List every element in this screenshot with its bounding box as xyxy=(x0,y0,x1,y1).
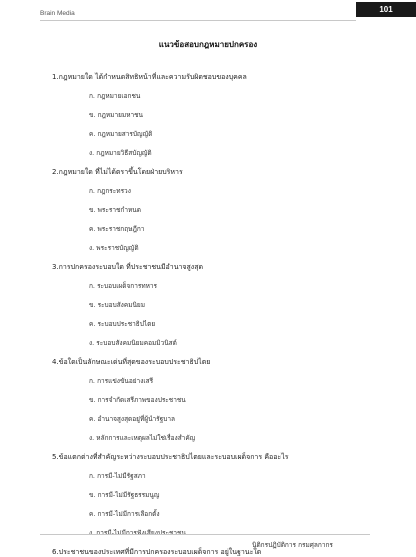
question-3-option-c: ค. ระบอบประชาธิปไตย xyxy=(89,320,156,328)
question-1-option-a: ก. กฎหมายเอกชน xyxy=(89,92,141,100)
question-4-option-a: ก. การแข่งขันอย่างเสรี xyxy=(89,377,154,385)
page-number: 101 xyxy=(356,2,416,17)
question-2: 2.กฎหมายใด ที่ไม่ได้ตราขึ้นโดยฝ่ายบริหาร xyxy=(52,168,183,176)
question-5-option-a: ก. การมี-ไม่มีรัฐสภา xyxy=(89,472,146,480)
question-1-option-c: ค. กฎหมายสารบัญญัติ xyxy=(89,130,153,138)
question-5: 5.ข้อแตกต่างที่สำคัญระหว่างระบอบประชาธิปไตยและระบอบเผด็จการ คืออะไร xyxy=(52,453,289,461)
question-1: 1.กฎหมายใด ได้กำหนดสิทธิหน้าที่และความรับผิดชอบของบุคคล xyxy=(52,73,247,81)
footer-divider xyxy=(40,534,370,535)
question-6: 6.ประชาชนของประเทศที่มีการปกครองระบอบเผด็จการ อยู่ในฐานะใด xyxy=(52,548,262,556)
question-4-option-d: ง. หลักการและเหตุผลไม่ใช่เรื่องสำคัญ xyxy=(89,434,196,442)
brand-name: Brain Media xyxy=(40,10,75,17)
question-2-option-d: ง. พระราชบัญญัติ xyxy=(89,244,139,252)
question-2-option-b: ข. พระราชกำหนด xyxy=(89,206,141,214)
footer-text: นิติกรปฏิบัติการ กรมศุลกากร xyxy=(252,541,333,549)
question-3-option-d: ง. ระบอบสังคมนิยมคอมมิวนิสต์ xyxy=(89,339,177,347)
question-4-option-c: ค. อำนาจสูงสุดอยู่ที่ผู้นำรัฐบาล xyxy=(89,415,176,423)
question-4-option-b: ข. การจำกัดเสรีภาพของประชาชน xyxy=(89,396,186,404)
question-3: 3.การปกครองระบอบใด ที่ประชาชนมีอำนาจสูงสุด xyxy=(52,263,204,271)
question-2-option-c: ค. พระราชกฤษฎีกา xyxy=(89,225,145,233)
question-3-option-b: ข. ระบอบสังคมนิยม xyxy=(89,301,146,309)
question-1-option-d: ง. กฎหมายวิธีสบัญญัติ xyxy=(89,149,152,157)
question-5-option-d: ง. การมี-ไม่มีการฟังเสียงประชาชน xyxy=(89,529,186,537)
question-5-option-c: ค. การมี-ไม่มีการเลือกตั้ง xyxy=(89,510,160,518)
question-list xyxy=(52,64,382,557)
question-2-option-a: ก. กฎกระทรวง xyxy=(89,187,131,195)
header-divider xyxy=(40,20,356,21)
document-title: แนวข้อสอบกฎหมายปกครอง xyxy=(158,40,258,49)
question-3-option-a: ก. ระบอบเผด็จการทหาร xyxy=(89,282,158,290)
question-4: 4.ข้อใดเป็นลักษณะเด่นที่สุดของระบอบประชาธิปไตย xyxy=(52,358,211,366)
question-1-option-b: ข. กฎหมายมหาชน xyxy=(89,111,143,119)
question-5-option-b: ข. การมี-ไม่มีรัฐธรรมนูญ xyxy=(89,491,160,499)
